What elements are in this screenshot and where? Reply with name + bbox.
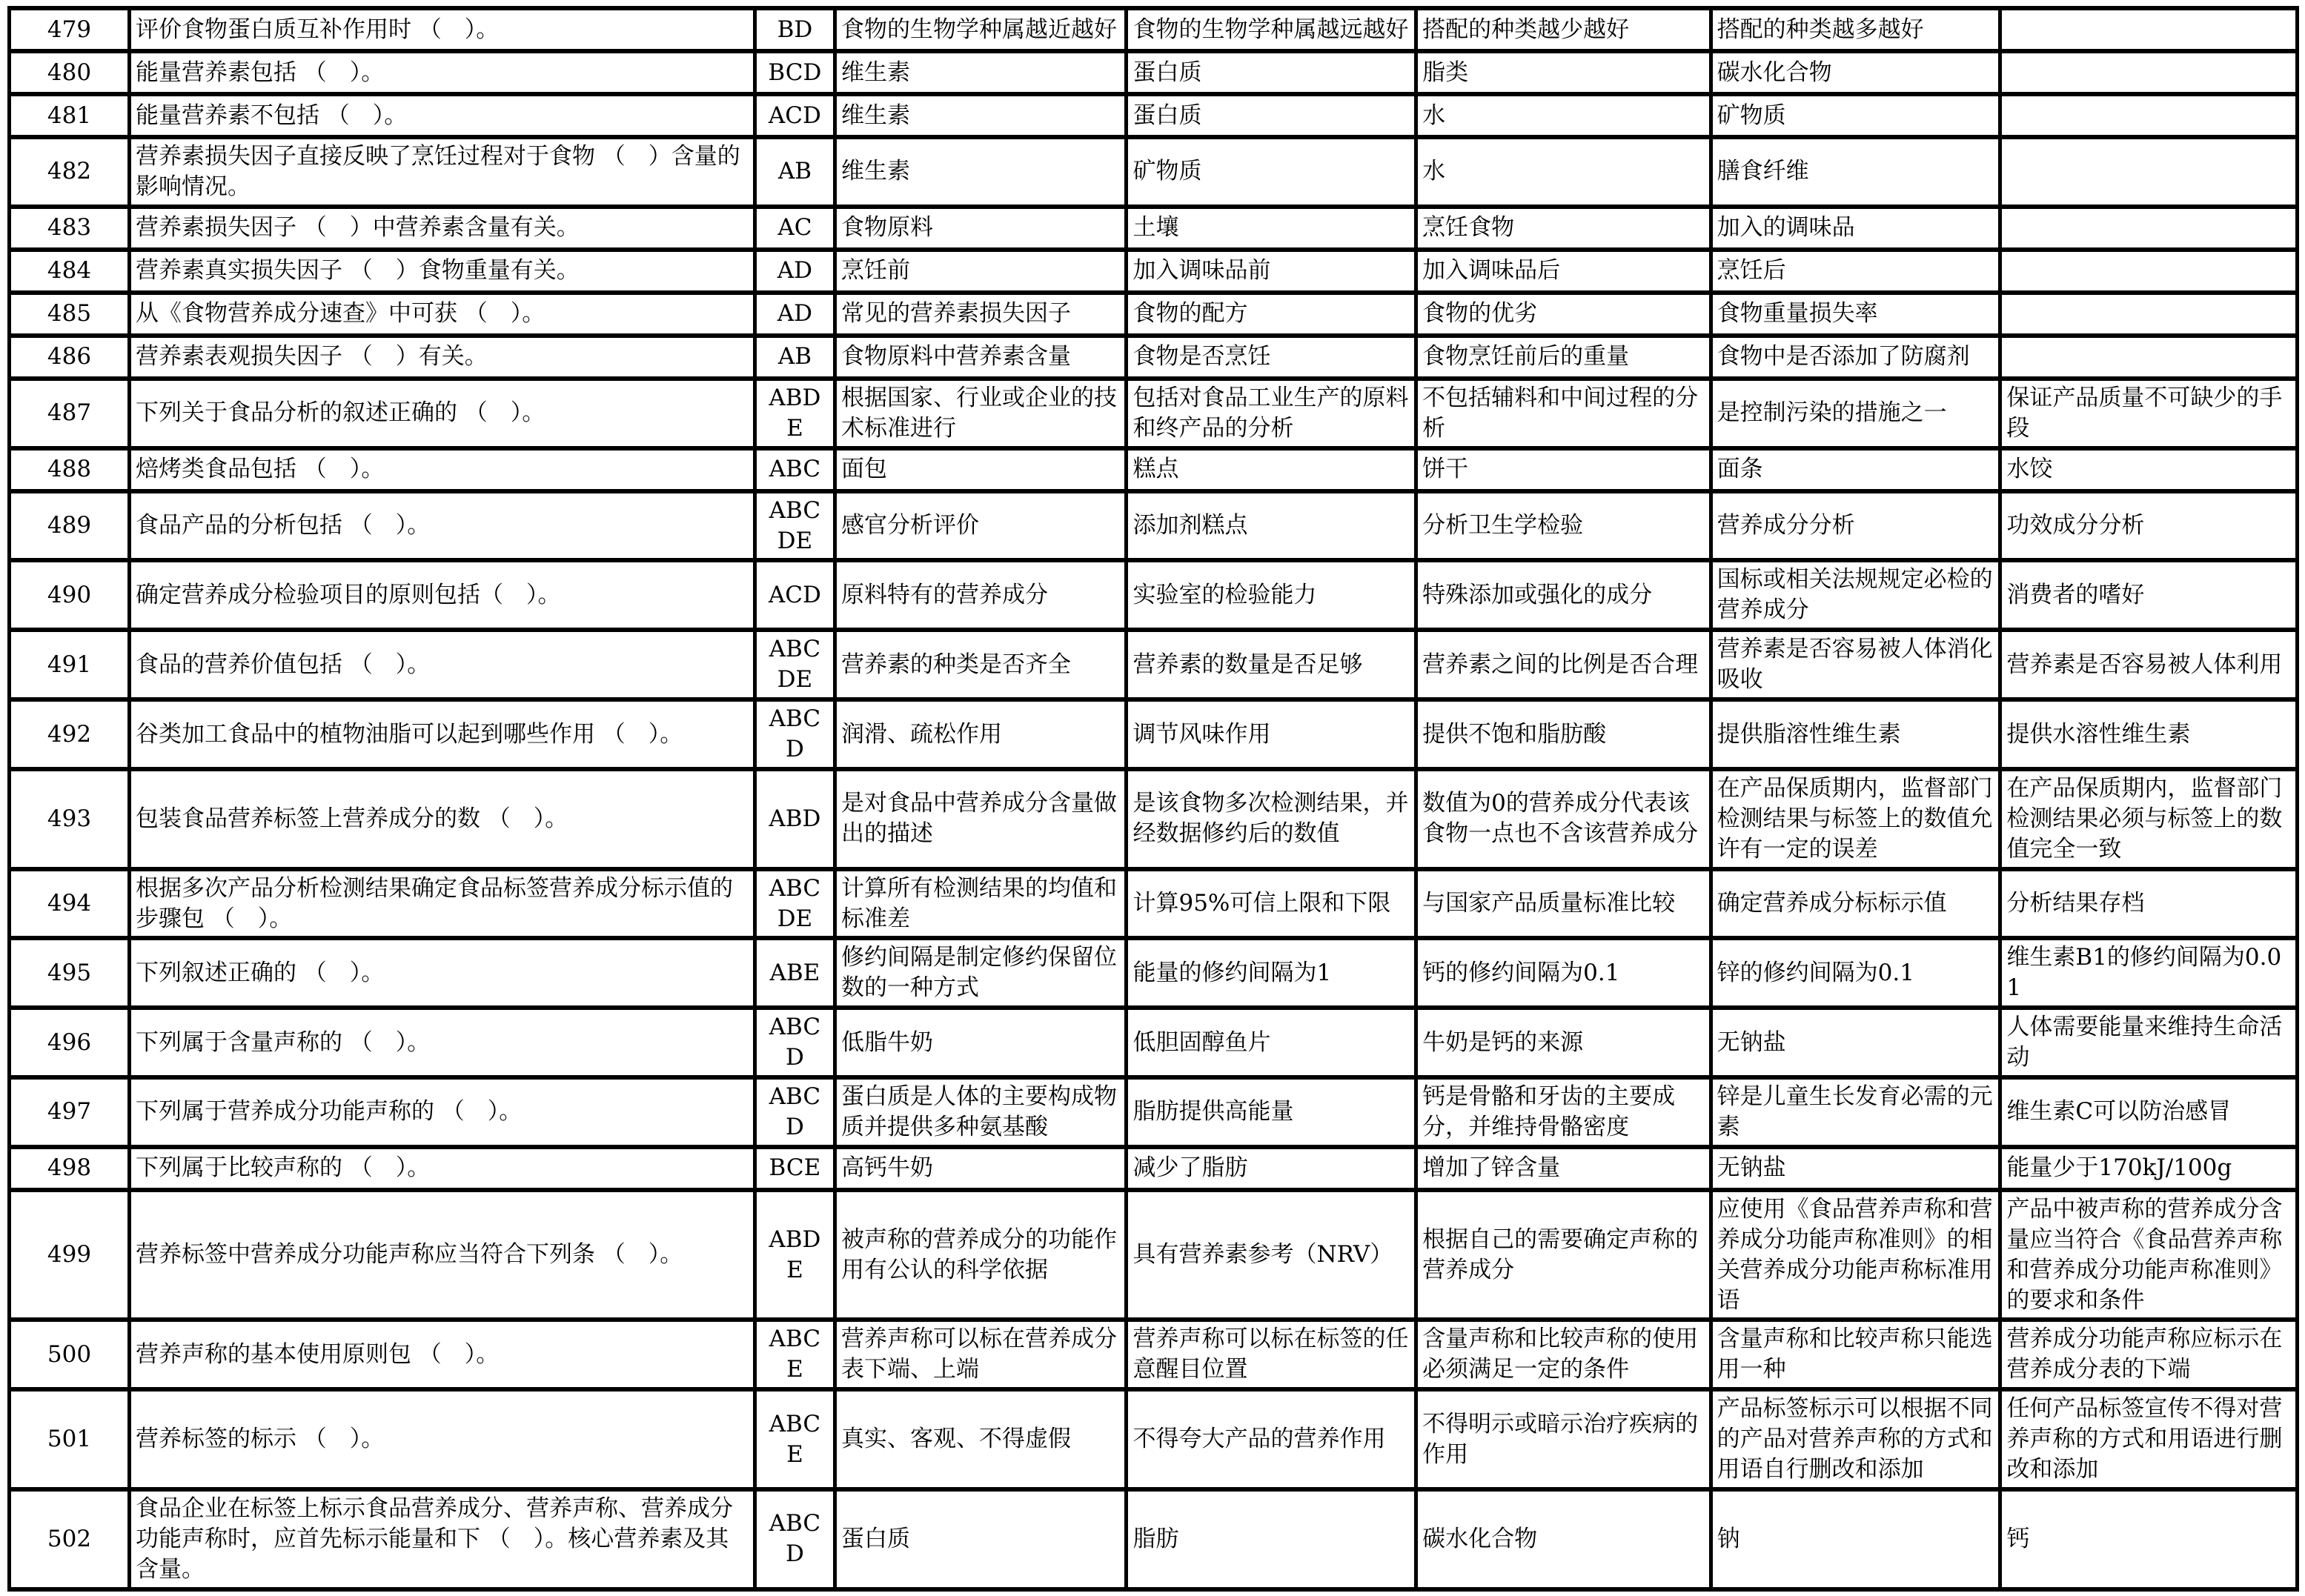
question-cell: 包装食品营养标签上营养成分的数 （ ）。 xyxy=(129,769,754,869)
row-number-cell: 482 xyxy=(10,137,130,207)
question-cell: 从《食物营养成分速查》中可获 （ ）。 xyxy=(129,293,754,336)
row-number-cell: 491 xyxy=(10,630,130,699)
question-cell: 营养标签的标示 （ ）。 xyxy=(129,1389,754,1489)
option-d-cell: 是控制污染的措施之一 xyxy=(1711,379,2000,448)
option-e-cell: 提供水溶性维生素 xyxy=(2000,699,2298,769)
question-cell: 营养素真实损失因子 （ ）食物重量有关。 xyxy=(129,250,754,293)
option-c-cell: 增加了锌含量 xyxy=(1416,1147,1711,1190)
question-cell: 食品产品的分析包括 （ ）。 xyxy=(129,491,754,561)
row-number-cell: 483 xyxy=(10,207,130,250)
option-e-cell xyxy=(2000,250,2298,293)
table-row xyxy=(10,207,2298,250)
option-d-cell: 食物重量损失率 xyxy=(1711,293,2000,336)
answer-cell: ACD xyxy=(754,94,835,137)
option-e-cell: 人体需要能量来维持生命活动 xyxy=(2000,1008,2298,1077)
option-a-cell: 高钙牛奶 xyxy=(835,1147,1126,1190)
question-cell: 下列属于营养成分功能声称的 （ ）。 xyxy=(129,1077,754,1147)
option-a-cell: 维生素 xyxy=(835,51,1126,94)
question-cell: 营养素损失因子 （ ）中营养素含量有关。 xyxy=(129,207,754,250)
table-row xyxy=(10,336,2298,379)
option-c-cell: 食物烹饪前后的重量 xyxy=(1416,336,1711,379)
table-row xyxy=(10,1489,2298,1589)
table-row xyxy=(10,293,2298,336)
option-c-cell: 钙的修约间隔为0.1 xyxy=(1416,938,1711,1008)
table-row xyxy=(10,379,2298,448)
option-a-cell: 蛋白质 xyxy=(835,1489,1126,1589)
answer-cell: BCE xyxy=(754,1147,835,1190)
answer-cell: ABCD xyxy=(754,1008,835,1077)
option-a-cell: 被声称的营养成分的功能作用有公认的科学依据 xyxy=(835,1190,1126,1320)
option-c-cell: 数值为0的营养成分代表该食物一点也不含该营养成分 xyxy=(1416,769,1711,869)
option-a-cell: 营养素的种类是否齐全 xyxy=(835,630,1126,699)
row-number-cell: 500 xyxy=(10,1320,130,1389)
option-b-cell: 矿物质 xyxy=(1127,137,1416,207)
row-number-cell: 502 xyxy=(10,1489,130,1589)
option-e-cell: 分析结果存档 xyxy=(2000,869,2298,939)
table-row xyxy=(10,869,2298,939)
table-row xyxy=(10,137,2298,207)
table-row xyxy=(10,938,2298,1008)
option-d-cell: 营养素是否容易被人体消化吸收 xyxy=(1711,630,2000,699)
option-e-cell xyxy=(2000,8,2298,51)
row-number-cell: 501 xyxy=(10,1389,130,1489)
option-b-cell: 计算95%可信上限和下限 xyxy=(1127,869,1416,939)
option-c-cell: 水 xyxy=(1416,137,1711,207)
question-cell: 营养标签中营养成分功能声称应当符合下列条 （ ）。 xyxy=(129,1190,754,1320)
option-a-cell: 润滑、疏松作用 xyxy=(835,699,1126,769)
option-b-cell: 包括对食品工业生产的原料和终产品的分析 xyxy=(1127,379,1416,448)
option-b-cell: 蛋白质 xyxy=(1127,94,1416,137)
question-cell: 食品的营养价值包括 （ ）。 xyxy=(129,630,754,699)
option-d-cell: 提供脂溶性维生素 xyxy=(1711,699,2000,769)
answer-cell: ABCD xyxy=(754,1077,835,1147)
row-number-cell: 485 xyxy=(10,293,130,336)
option-b-cell: 食物的配方 xyxy=(1127,293,1416,336)
option-d-cell: 无钠盐 xyxy=(1711,1008,2000,1077)
answer-cell: ABCE xyxy=(754,1389,835,1489)
option-e-cell: 营养成分功能声称应标示在营养成分表的下端 xyxy=(2000,1320,2298,1389)
option-e-cell: 能量少于170kJ/100g xyxy=(2000,1147,2298,1190)
option-b-cell: 是该食物多次检测结果，并经数据修约后的数值 xyxy=(1127,769,1416,869)
option-c-cell: 食物的优劣 xyxy=(1416,293,1711,336)
answer-cell: ABD xyxy=(754,769,835,869)
option-b-cell: 营养声称可以标在标签的任意醒目位置 xyxy=(1127,1320,1416,1389)
table-row xyxy=(10,699,2298,769)
table-row xyxy=(10,94,2298,137)
option-c-cell: 搭配的种类越少越好 xyxy=(1416,8,1711,51)
option-e-cell: 消费者的嗜好 xyxy=(2000,560,2298,630)
row-number-cell: 495 xyxy=(10,938,130,1008)
answer-cell: ABDE xyxy=(754,1190,835,1320)
option-b-cell: 低胆固醇鱼片 xyxy=(1127,1008,1416,1077)
option-d-cell: 产品标签标示可以根据不同的产品对营养声称的方式和用语自行删改和添加 xyxy=(1711,1389,2000,1489)
option-d-cell: 膳食纤维 xyxy=(1711,137,2000,207)
option-d-cell: 在产品保质期内，监督部门检测结果与标签上的数值允许有一定的误差 xyxy=(1711,769,2000,869)
option-a-cell: 食物的生物学种属越近越好 xyxy=(835,8,1126,51)
option-e-cell: 维生素B1的修约间隔为0.01 xyxy=(2000,938,2298,1008)
option-c-cell: 饼干 xyxy=(1416,448,1711,491)
option-c-cell: 不包括辅料和中间过程的分析 xyxy=(1416,379,1711,448)
option-b-cell: 营养素的数量是否足够 xyxy=(1127,630,1416,699)
option-a-cell: 真实、客观、不得虚假 xyxy=(835,1389,1126,1489)
row-number-cell: 494 xyxy=(10,869,130,939)
option-b-cell: 减少了脂肪 xyxy=(1127,1147,1416,1190)
table-row xyxy=(10,51,2298,94)
option-d-cell: 国标或相关法规规定必检的营养成分 xyxy=(1711,560,2000,630)
option-a-cell: 食物原料 xyxy=(835,207,1126,250)
option-e-cell xyxy=(2000,336,2298,379)
answer-cell: ABDE xyxy=(754,379,835,448)
option-d-cell: 钠 xyxy=(1711,1489,2000,1589)
option-d-cell: 食物中是否添加了防腐剂 xyxy=(1711,336,2000,379)
option-c-cell: 营养素之间的比例是否合理 xyxy=(1416,630,1711,699)
option-a-cell: 蛋白质是人体的主要构成物质并提供多种氨基酸 xyxy=(835,1077,1126,1147)
table-row xyxy=(10,491,2298,561)
option-b-cell: 食物的生物学种属越远越好 xyxy=(1127,8,1416,51)
option-a-cell: 原料特有的营养成分 xyxy=(835,560,1126,630)
option-a-cell: 是对食品中营养成分含量做出的描述 xyxy=(835,769,1126,869)
table-row xyxy=(10,769,2298,869)
answer-cell: ACD xyxy=(754,560,835,630)
answer-cell: AC xyxy=(754,207,835,250)
answer-cell: ABCDE xyxy=(754,630,835,699)
question-cell: 谷类加工食品中的植物油脂可以起到哪些作用 （ ）。 xyxy=(129,699,754,769)
option-a-cell: 根据国家、行业或企业的技术标准进行 xyxy=(835,379,1126,448)
option-c-cell: 提供不饱和脂肪酸 xyxy=(1416,699,1711,769)
option-b-cell: 土壤 xyxy=(1127,207,1416,250)
option-c-cell: 脂类 xyxy=(1416,51,1711,94)
option-d-cell: 锌的修约间隔为0.1 xyxy=(1711,938,2000,1008)
row-number-cell: 490 xyxy=(10,560,130,630)
row-number-cell: 481 xyxy=(10,94,130,137)
option-b-cell: 调节风味作用 xyxy=(1127,699,1416,769)
table-row xyxy=(10,8,2298,51)
option-a-cell: 营养声称可以标在营养成分表下端、上端 xyxy=(835,1320,1126,1389)
answer-cell: AB xyxy=(754,336,835,379)
option-d-cell: 营养成分分析 xyxy=(1711,491,2000,561)
row-number-cell: 488 xyxy=(10,448,130,491)
option-c-cell: 钙是骨骼和牙齿的主要成分，并维持骨骼密度 xyxy=(1416,1077,1711,1147)
table-row xyxy=(10,560,2298,630)
row-number-cell: 492 xyxy=(10,699,130,769)
row-number-cell: 479 xyxy=(10,8,130,51)
answer-cell: ABE xyxy=(754,938,835,1008)
question-cell: 下列属于比较声称的 （ ）。 xyxy=(129,1147,754,1190)
table-row xyxy=(10,1320,2298,1389)
table-row xyxy=(10,1147,2298,1190)
question-cell: 食品企业在标签上标示食品营养成分、营养声称、营养成分功能声称时，应首先标示能量和下 （ ）。核心营养素及其含量。 xyxy=(129,1489,754,1589)
option-a-cell: 常见的营养素损失因子 xyxy=(835,293,1126,336)
option-d-cell: 烹饪后 xyxy=(1711,250,2000,293)
option-c-cell: 与国家产品质量标准比较 xyxy=(1416,869,1711,939)
option-b-cell: 实验室的检验能力 xyxy=(1127,560,1416,630)
answer-cell: ABCD xyxy=(754,1489,835,1589)
option-d-cell: 含量声称和比较声称只能选用一种 xyxy=(1711,1320,2000,1389)
question-cell: 能量营养素不包括 （ ）。 xyxy=(129,94,754,137)
option-e-cell xyxy=(2000,293,2298,336)
question-bank-table xyxy=(7,6,2299,1592)
option-a-cell: 食物原料中营养素含量 xyxy=(835,336,1126,379)
option-d-cell: 搭配的种类越多越好 xyxy=(1711,8,2000,51)
option-e-cell: 产品中被声称的营养成分含量应当符合《食品营养声称和营养成分功能声称准则》的要求和条件 xyxy=(2000,1190,2298,1320)
option-e-cell: 水饺 xyxy=(2000,448,2298,491)
option-c-cell: 碳水化合物 xyxy=(1416,1489,1711,1589)
row-number-cell: 493 xyxy=(10,769,130,869)
option-a-cell: 面包 xyxy=(835,448,1126,491)
option-c-cell: 含量声称和比较声称的使用必须满足一定的条件 xyxy=(1416,1320,1711,1389)
row-number-cell: 498 xyxy=(10,1147,130,1190)
option-b-cell: 食物是否烹饪 xyxy=(1127,336,1416,379)
option-a-cell: 维生素 xyxy=(835,94,1126,137)
option-e-cell: 钙 xyxy=(2000,1489,2298,1589)
option-b-cell: 具有营养素参考（NRV） xyxy=(1127,1190,1416,1320)
answer-cell: BCD xyxy=(754,51,835,94)
option-b-cell: 添加剂糕点 xyxy=(1127,491,1416,561)
option-a-cell: 烹饪前 xyxy=(835,250,1126,293)
row-number-cell: 499 xyxy=(10,1190,130,1320)
question-cell: 下列叙述正确的 （ ）。 xyxy=(129,938,754,1008)
option-c-cell: 特殊添加或强化的成分 xyxy=(1416,560,1711,630)
table-row xyxy=(10,250,2298,293)
option-a-cell: 维生素 xyxy=(835,137,1126,207)
option-b-cell: 不得夸大产品的营养作用 xyxy=(1127,1389,1416,1489)
option-e-cell: 保证产品质量不可缺少的手段 xyxy=(2000,379,2298,448)
option-b-cell: 加入调味品前 xyxy=(1127,250,1416,293)
option-e-cell: 功效成分分析 xyxy=(2000,491,2298,561)
option-b-cell: 脂肪 xyxy=(1127,1489,1416,1589)
table-row xyxy=(10,1077,2298,1147)
option-c-cell: 分析卫生学检验 xyxy=(1416,491,1711,561)
option-a-cell: 修约间隔是制定修约保留位数的一种方式 xyxy=(835,938,1126,1008)
option-b-cell: 糕点 xyxy=(1127,448,1416,491)
option-b-cell: 蛋白质 xyxy=(1127,51,1416,94)
row-number-cell: 496 xyxy=(10,1008,130,1077)
answer-cell: ABCD xyxy=(754,699,835,769)
question-cell: 营养声称的基本使用原则包 （ ）。 xyxy=(129,1320,754,1389)
option-a-cell: 低脂牛奶 xyxy=(835,1008,1126,1077)
option-e-cell: 任何产品标签宣传不得对营养声称的方式和用语进行删改和添加 xyxy=(2000,1389,2298,1489)
answer-cell: ABCDE xyxy=(754,869,835,939)
option-d-cell: 矿物质 xyxy=(1711,94,2000,137)
question-cell: 能量营养素包括 （ ）。 xyxy=(129,51,754,94)
option-e-cell: 维生素C可以防治感冒 xyxy=(2000,1077,2298,1147)
option-d-cell: 面条 xyxy=(1711,448,2000,491)
option-e-cell xyxy=(2000,94,2298,137)
question-cell: 下列属于含量声称的 （ ）。 xyxy=(129,1008,754,1077)
question-cell: 营养素表观损失因子 （ ）有关。 xyxy=(129,336,754,379)
option-c-cell: 水 xyxy=(1416,94,1711,137)
answer-cell: ABC xyxy=(754,448,835,491)
option-c-cell: 根据自己的需要确定声称的营养成分 xyxy=(1416,1190,1711,1320)
option-d-cell: 锌是儿童生长发育必需的元素 xyxy=(1711,1077,2000,1147)
question-cell: 营养素损失因子直接反映了烹饪过程对于食物 （ ）含量的影响情况。 xyxy=(129,137,754,207)
table-row xyxy=(10,448,2298,491)
question-cell: 下列关于食品分析的叙述正确的 （ ）。 xyxy=(129,379,754,448)
table-row xyxy=(10,1190,2298,1320)
row-number-cell: 489 xyxy=(10,491,130,561)
question-cell: 评价食物蛋白质互补作用时 （ ）。 xyxy=(129,8,754,51)
option-d-cell: 加入的调味品 xyxy=(1711,207,2000,250)
row-number-cell: 484 xyxy=(10,250,130,293)
option-c-cell: 加入调味品后 xyxy=(1416,250,1711,293)
answer-cell: ABCDE xyxy=(754,491,835,561)
option-a-cell: 计算所有检测结果的均值和标准差 xyxy=(835,869,1126,939)
table-row xyxy=(10,630,2298,699)
option-d-cell: 应使用《食品营养声称和营养成分功能声称准则》的相关营养成分功能声称标准用语 xyxy=(1711,1190,2000,1320)
answer-cell: BD xyxy=(754,8,835,51)
question-cell: 确定营养成分检验项目的原则包括（ ）。 xyxy=(129,560,754,630)
answer-cell: AD xyxy=(754,250,835,293)
option-c-cell: 牛奶是钙的来源 xyxy=(1416,1008,1711,1077)
row-number-cell: 486 xyxy=(10,336,130,379)
option-d-cell: 无钠盐 xyxy=(1711,1147,2000,1190)
answer-cell: AB xyxy=(754,137,835,207)
answer-cell: ABCE xyxy=(754,1320,835,1389)
option-d-cell: 碳水化合物 xyxy=(1711,51,2000,94)
option-c-cell: 烹饪食物 xyxy=(1416,207,1711,250)
table-row xyxy=(10,1389,2298,1489)
option-d-cell: 确定营养成分标标示值 xyxy=(1711,869,2000,939)
option-e-cell xyxy=(2000,137,2298,207)
row-number-cell: 480 xyxy=(10,51,130,94)
option-e-cell: 在产品保质期内，监督部门检测结果必须与标签上的数值完全一致 xyxy=(2000,769,2298,869)
table-row xyxy=(10,1008,2298,1077)
answer-cell: AD xyxy=(754,293,835,336)
option-e-cell xyxy=(2000,207,2298,250)
row-number-cell: 487 xyxy=(10,379,130,448)
option-c-cell: 不得明示或暗示治疗疾病的作用 xyxy=(1416,1389,1711,1489)
option-a-cell: 感官分析评价 xyxy=(835,491,1126,561)
question-cell: 根据多次产品分析检测结果确定食品标签营养成分标示值的步骤包 （ ）。 xyxy=(129,869,754,939)
question-cell: 焙烤类食品包括 （ ）。 xyxy=(129,448,754,491)
option-e-cell xyxy=(2000,51,2298,94)
option-b-cell: 脂肪提供高能量 xyxy=(1127,1077,1416,1147)
option-b-cell: 能量的修约间隔为1 xyxy=(1127,938,1416,1008)
row-number-cell: 497 xyxy=(10,1077,130,1147)
option-e-cell: 营养素是否容易被人体利用 xyxy=(2000,630,2298,699)
